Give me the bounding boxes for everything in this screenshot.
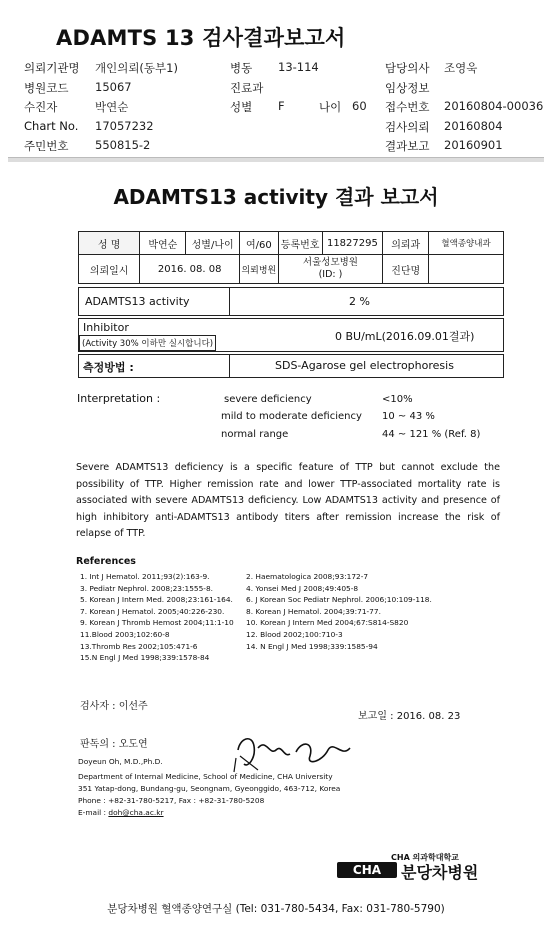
ward-value: 13-114: [278, 60, 319, 74]
patient-label: 수진자: [24, 100, 58, 114]
interp-row-3-name: normal range: [221, 429, 289, 440]
grid-hosp-label: 의뢰병원: [240, 255, 279, 284]
phone-line: Phone : +82-31-780-5217, Fax : +82-31-780-5208: [78, 796, 265, 805]
email-label: E-mail :: [78, 808, 109, 817]
resident-no-value: 550815-2: [95, 138, 151, 152]
address-line: 351 Yatap-dong, Bundang-gu, Seongnam, Gyeonggido, 463-712, Korea: [78, 784, 341, 793]
grid-dx-label: 진단명: [383, 255, 429, 284]
reference-item: 8. Korean J Hematol. 2004;39:71-77.: [246, 606, 381, 616]
sex-value: F: [278, 99, 285, 113]
grid-dept-label: 의뢰과: [383, 232, 429, 255]
grid-hosp-value: 서울성모병원: [302, 257, 358, 268]
interp-row-2-value: 10 ~ 43 %: [382, 411, 435, 422]
activity-value: 2 %: [349, 295, 370, 308]
grid-date-label: 의뢰일시: [79, 255, 140, 284]
interpretation-label: Interpretation :: [77, 392, 161, 405]
reference-item: 11.Blood 2003;102:60-8: [80, 629, 170, 639]
inhibitor-label: Inhibitor: [83, 321, 129, 334]
receipt-no-value: 20160804-00036: [444, 99, 544, 113]
grid-sexage-value: 여/60: [240, 232, 279, 255]
chart-no-value: 17057232: [95, 119, 154, 133]
report-date-line: 보고일 : 2016. 08. 23: [358, 711, 461, 722]
reference-item: 7. Korean J Hematol. 2005;40:226-230.: [80, 606, 225, 616]
logo-university: CHA 의과학대학교: [391, 853, 459, 862]
interp-row-2-name: mild to moderate deficiency: [221, 411, 362, 422]
doctor-value: 조영욱: [444, 61, 478, 75]
tester-line: 검사자 : 이선주: [80, 701, 148, 712]
hospital-name-value: 개인의뢰(동부1): [95, 61, 178, 75]
method-box: [78, 354, 504, 378]
patient-value: 박연순: [95, 100, 129, 114]
clinical-info-label: 임상정보: [385, 81, 430, 95]
grid-dx-value: [429, 255, 504, 284]
grid-sexage-label: 성별/나이: [186, 232, 240, 255]
dept-label: 진료과: [230, 81, 264, 95]
reference-item: 5. Korean J Intern Med. 2008;23:161-164.: [80, 595, 233, 605]
resident-no-label: 주민번호: [24, 139, 69, 153]
sex-label: 성별: [230, 100, 253, 114]
reader-line: 판독의 : 오도연: [80, 739, 148, 750]
grid-hosp-id: (ID: ): [318, 269, 343, 280]
reference-item: 12. Blood 2002;100:710-3: [246, 629, 343, 639]
inhibitor-note: (Activity 30% 이하만 실시합니다): [79, 335, 216, 351]
reference-item: 9. Korean J Thromb Hemost 2004;11:1-10: [80, 618, 234, 628]
activity-label: ADAMTS13 activity: [85, 295, 190, 308]
inhibitor-value: 0 BU/mL(2016.09.01결과): [335, 330, 475, 343]
interp-row-1-value: <10%: [382, 394, 413, 405]
hospital-name-label: 의뢰기관명: [24, 61, 80, 75]
activity-report-title: ADAMTS13 activity 결과 보고서: [113, 185, 439, 209]
grid-name-label: 성 명: [79, 232, 140, 255]
section-divider: [8, 157, 544, 162]
hospital-code-label: 병원코드: [24, 81, 69, 95]
logo-hospital-name: 분당차병원: [401, 863, 479, 882]
result-date-value: 20160901: [444, 138, 503, 152]
request-date-value: 20160804: [444, 119, 503, 133]
reference-item: 1. Int J Hematol. 2011;93(2):163-9.: [80, 572, 210, 581]
hospital-code-value: 15067: [95, 80, 132, 94]
email-link[interactable]: doh@cha.ac.kr: [108, 808, 164, 817]
reference-item: 14. N Engl J Med 1998;339:1585-94: [246, 641, 378, 651]
method-value: SDS-Agarose gel electrophoresis: [275, 359, 454, 372]
signature-block: [78, 756, 340, 819]
grid-dept-value: 혈액종양내과: [429, 232, 504, 255]
logo-cha-mark: CHA: [337, 862, 397, 878]
reference-item: 2. Haematologica 2008;93:172-7: [246, 572, 369, 581]
patient-info-grid: [78, 231, 504, 284]
interpretation-paragraph: Severe ADAMTS13 deficiency is a specific feature of TTP but cannot exclude the possibility of TTP. Higher remission rate and lower TTP-associated mortality rate is associated with severe ADAMTS13 deficiency. Low ADAMTS13 activity and presence of high inhibitory anti-ADAMTS13 antibody titers after remission increase the risk of relapse of TTP.: [76, 462, 500, 539]
department-line: Department of Internal Medicine, School of Medicine, CHA University: [78, 772, 333, 781]
grid-date-value: 2016. 08. 08: [140, 255, 240, 284]
reference-item: 13.Thromb Res 2002;105:471-6: [80, 641, 198, 651]
grid-regno-value: 11827295: [322, 232, 383, 255]
activity-box: [78, 287, 504, 316]
interp-row-1-name: severe deficiency: [224, 394, 312, 405]
doctor-label: 담당의사: [385, 61, 430, 75]
report-main-title: ADAMTS 13 검사결과보고서: [56, 26, 346, 50]
reference-item: 15.N Engl J Med 1998;339:1578-84: [80, 653, 210, 663]
grid-regno-label: 등록번호: [278, 232, 322, 255]
ward-label: 병동: [230, 61, 253, 75]
inhibitor-box: [78, 318, 504, 352]
age-value: 60: [352, 99, 367, 113]
grid-name-value: 박연순: [140, 232, 186, 255]
reference-item: 10. Korean J Intern Med 2004;67:S814-S820: [246, 618, 409, 628]
references-right-col: [246, 571, 432, 652]
method-label: 측정방법 :: [83, 361, 134, 374]
reference-item: 3. Pediatr Nephrol. 2008;23:1555-8.: [80, 583, 214, 593]
reference-item: 4. Yonsei Med J 2008;49:405-8: [246, 583, 359, 593]
chart-no-label: Chart No.: [24, 119, 79, 133]
references-left-col: [80, 571, 234, 664]
request-date-label: 검사의뢰: [385, 120, 430, 134]
age-label: 나이: [319, 100, 342, 114]
result-date-label: 결과보고: [385, 139, 430, 153]
receipt-no-label: 접수번호: [385, 100, 430, 114]
reference-item: 6. J Korean Soc Pediatr Nephrol. 2006;10:109-118.: [246, 595, 432, 605]
footer-contact: 분당차병원 혈액종양연구실 (Tel: 031-780-5434, Fax: 031-780-5790): [107, 903, 445, 915]
doctor-name: Doyeun Oh, M.D.,Ph.D.: [78, 757, 163, 766]
references-title: References: [76, 556, 136, 567]
interp-row-3-value: 44 ~ 121 % (Ref. 8): [382, 429, 481, 440]
